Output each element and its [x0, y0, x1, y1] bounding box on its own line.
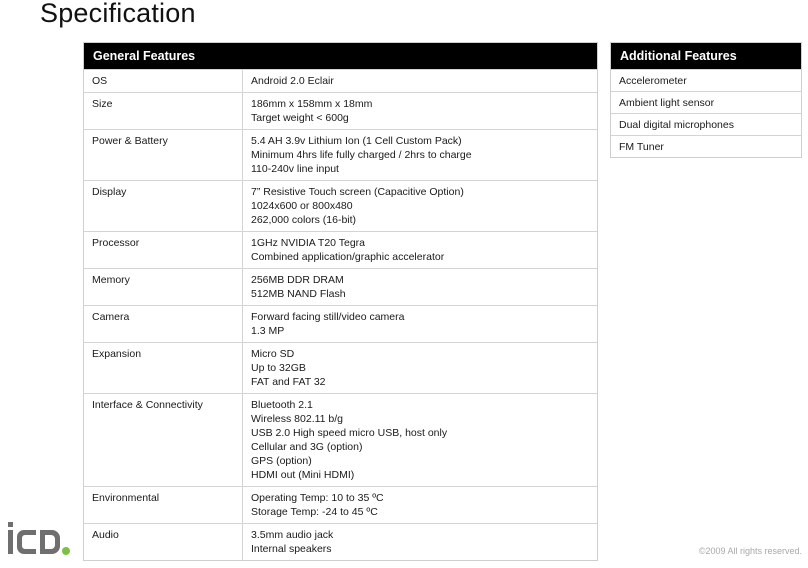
spec-value-line: 1GHz NVIDIA T20 Tegra [251, 237, 365, 249]
spec-value [243, 306, 597, 342]
spec-row [84, 393, 597, 486]
spec-value-line: GPS (option) [251, 455, 312, 467]
spec-value [243, 130, 597, 180]
page-title: Specification [40, 0, 196, 28]
additional-features-header: Additional Features [611, 43, 801, 69]
spec-value-line: 186mm x 158mm x 18mm [251, 98, 373, 110]
spec-value [243, 343, 597, 393]
spec-value-line: 262,000 colors (16-bit) [251, 214, 357, 226]
spec-value [243, 487, 597, 523]
icd-logo [6, 518, 72, 560]
logo-dot [62, 547, 70, 555]
spec-value-line: 7” Resistive Touch screen (Capacitive Option) [251, 186, 464, 198]
spec-label: Power & Battery [84, 130, 243, 180]
spec-value [243, 394, 597, 486]
spec-label: Interface & Connectivity [84, 394, 243, 486]
spec-row [84, 180, 597, 231]
spec-value [243, 232, 597, 268]
additional-feature-item: Accelerometer [611, 69, 801, 91]
spec-value-line: Minimum 4hrs life fully charged / 2hrs to charge [251, 149, 472, 161]
spec-row [84, 342, 597, 393]
spec-label: Expansion [84, 343, 243, 393]
spec-value-line: Forward facing still/video camera [251, 311, 405, 323]
spec-value-line: Cellular and 3G (option) [251, 441, 363, 453]
spec-value-line: 1.3 MP [251, 325, 285, 337]
spec-value [243, 269, 597, 305]
spec-value-line: Bluetooth 2.1 [251, 399, 313, 411]
spec-label: Audio [84, 524, 243, 560]
spec-label: Environmental [84, 487, 243, 523]
spec-value-line: 5.4 AH 3.9v Lithium Ion (1 Cell Custom Pack) [251, 135, 462, 147]
spec-value-line: Micro SD [251, 348, 295, 360]
spec-row [84, 523, 597, 560]
spec-label: OS [84, 70, 243, 92]
additional-features-table [610, 42, 802, 158]
general-features-header: General Features [84, 43, 597, 69]
spec-label: Camera [84, 306, 243, 342]
spec-value-line: 1024x600 or 800x480 [251, 200, 353, 212]
spec-value [243, 181, 597, 231]
spec-row [84, 129, 597, 180]
additional-feature-item: Dual digital microphones [611, 113, 801, 135]
spec-value-line: HDMI out (Mini HDMI) [251, 469, 355, 481]
spec-label: Memory [84, 269, 243, 305]
spec-value-line: Up to 32GB [251, 362, 306, 374]
general-features-table [83, 42, 598, 561]
spec-label: Size [84, 93, 243, 129]
spec-value [243, 70, 597, 92]
general-features-rows [84, 69, 597, 560]
spec-value-line: Target weight < 600g [251, 112, 349, 124]
spec-value [243, 524, 597, 560]
spec-value-line: USB 2.0 High speed micro USB, host only [251, 427, 448, 439]
spec-row [84, 268, 597, 305]
copyright-text: ©2009 All rights reserved. [698, 546, 802, 556]
spec-row [84, 305, 597, 342]
spec-value-line: 110-240v line input [251, 163, 339, 175]
spec-value-line: Operating Temp: 10 to 35 ºC [251, 492, 384, 504]
additional-features-rows [611, 69, 801, 157]
additional-feature-item: Ambient light sensor [611, 91, 801, 113]
spec-label: Display [84, 181, 243, 231]
spec-value-line: Storage Temp: -24 to 45 ºC [251, 506, 378, 518]
spec-row [84, 69, 597, 92]
spec-label: Processor [84, 232, 243, 268]
spec-value-line: Android 2.0 Eclair [251, 75, 334, 87]
spec-value-line: FAT and FAT 32 [251, 376, 326, 388]
spec-row [84, 486, 597, 523]
spec-value-line: 3.5mm audio jack [251, 529, 334, 541]
spec-value-line: Wireless 802.11 b/g [251, 413, 344, 425]
additional-feature-item: FM Tuner [611, 135, 801, 157]
spec-value-line: Combined application/graphic accelerator [251, 251, 445, 263]
spec-row [84, 92, 597, 129]
spec-value-line: 512MB NAND Flash [251, 288, 346, 300]
spec-value-line: 256MB DDR DRAM [251, 274, 344, 286]
spec-row [84, 231, 597, 268]
spec-value [243, 93, 597, 129]
spec-value-line: Internal speakers [251, 543, 332, 555]
